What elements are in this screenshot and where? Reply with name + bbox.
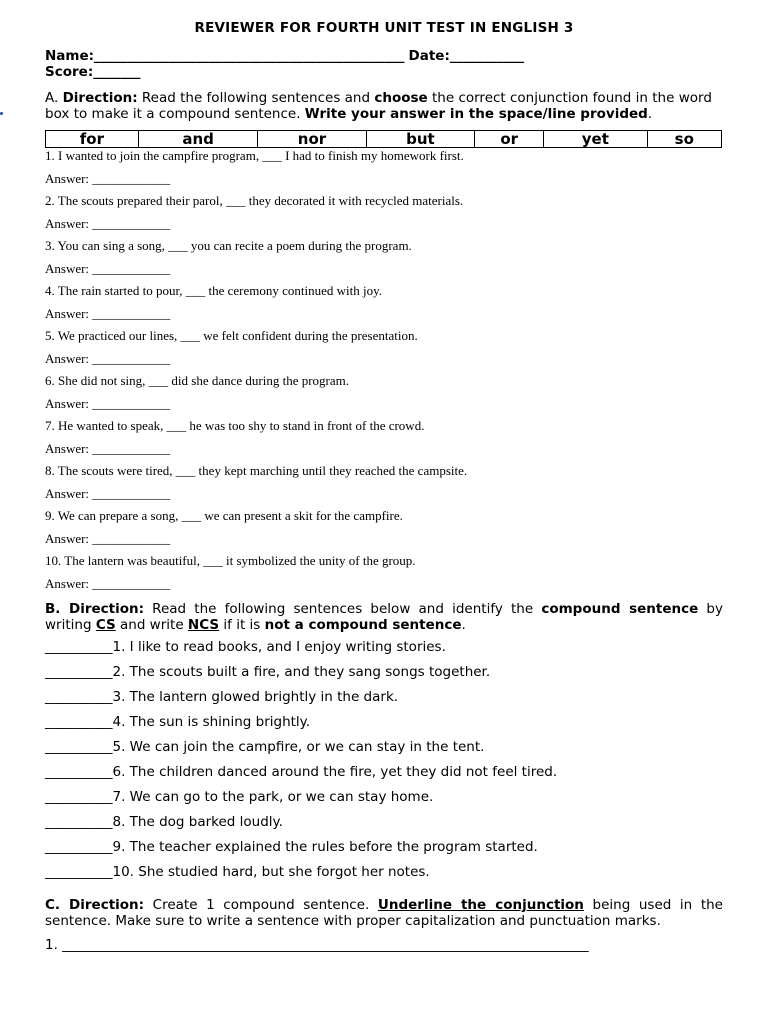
list-item bbox=[45, 863, 723, 888]
question-text: 8. The scouts were tired, ___ they kept marching until they reached the campsite. bbox=[45, 463, 468, 478]
date-blank[interactable]: ___________ bbox=[449, 48, 525, 64]
section-a-direction bbox=[45, 91, 723, 122]
answer-blank[interactable]: __________ bbox=[45, 864, 113, 880]
item-text: 8. The dog barked loudly. bbox=[112, 814, 283, 830]
answer-line[interactable]: Answer: ____________ bbox=[45, 260, 171, 276]
item-text: 3. The lantern glowed brightly in the dark. bbox=[112, 689, 399, 705]
section-c-text2: being used in the sentence. Make sure to write a sentence with proper capitalization and punctuation marks. bbox=[45, 897, 723, 929]
item-text: 5. We can join the campfire, or we can stay in the tent. bbox=[112, 739, 485, 755]
answer-blank[interactable]: __________ bbox=[45, 689, 113, 705]
section-b-period: . bbox=[461, 616, 466, 633]
answer-blank[interactable]: __________ bbox=[45, 664, 113, 680]
section-b-text1: Read the following sentences below and identify the bbox=[144, 601, 542, 617]
list-item bbox=[45, 763, 723, 788]
section-b-direction bbox=[45, 602, 723, 633]
question-text: 2. The scouts prepared their parol, ___ they decorated it with recycled materials. bbox=[45, 193, 464, 208]
section-b-not-compound: not a compound sentence bbox=[264, 616, 462, 633]
section-a-text1: Read the following sentences and bbox=[137, 90, 375, 106]
answer-line[interactable]: Answer: ____________ bbox=[45, 395, 171, 411]
answer-line[interactable]: Answer: ____________ bbox=[45, 575, 171, 591]
list-item bbox=[45, 838, 723, 863]
question-text: 4. The rain started to pour, ___ the ceremony continued with joy. bbox=[45, 283, 383, 298]
section-a-write-instruction: Write your answer in the space/line provided bbox=[304, 105, 648, 122]
item-text: 2. The scouts built a fire, and they sang songs together. bbox=[112, 664, 491, 680]
name-date-row bbox=[45, 48, 723, 64]
section-b-items bbox=[45, 638, 723, 888]
list-item bbox=[45, 788, 723, 813]
section-b-compound-sentence: compound sentence bbox=[541, 601, 699, 617]
list-item bbox=[45, 638, 723, 663]
answer-line[interactable]: Answer: ____________ bbox=[45, 485, 171, 501]
item-text: 4. The sun is shining brightly. bbox=[112, 714, 311, 730]
score-label: Score: bbox=[45, 64, 94, 80]
answer-line[interactable]: Answer: ____________ bbox=[45, 440, 171, 456]
answer-line[interactable]: Answer: ____________ bbox=[45, 350, 171, 366]
answer-blank[interactable]: __________ bbox=[45, 839, 113, 855]
answer-blank[interactable]: __________ bbox=[45, 714, 113, 730]
name-blank[interactable]: ______________________________________________ bbox=[94, 48, 405, 64]
list-item bbox=[45, 663, 723, 688]
word-box-cell: yet bbox=[544, 131, 647, 148]
word-box-cell: and bbox=[138, 131, 258, 148]
answer-blank[interactable]: __________ bbox=[45, 789, 113, 805]
section-a-letter: A. bbox=[45, 90, 59, 106]
section-a-direction-label: Direction: bbox=[62, 90, 138, 106]
question-text: 10. The lantern was beautiful, ___ it symbolized the unity of the group. bbox=[45, 553, 416, 568]
list-item bbox=[45, 813, 723, 838]
item-text: 10. She studied hard, but she forgot her notes. bbox=[112, 864, 430, 880]
score-row bbox=[45, 64, 723, 80]
question-text: 9. We can prepare a song, ___ we can present a skit for the campfire. bbox=[45, 508, 403, 523]
margin-marker bbox=[0, 112, 3, 115]
question-text: 6. She did not sing, ___ did she dance during the program. bbox=[45, 373, 350, 388]
list-item bbox=[45, 688, 723, 713]
section-b-direction-label: B. Direction: bbox=[45, 601, 145, 617]
list-item bbox=[45, 713, 723, 738]
name-label: Name: bbox=[45, 48, 95, 64]
date-label: Date: bbox=[408, 48, 450, 64]
section-a-items bbox=[45, 148, 723, 598]
item-text: 6. The children danced around the fire, yet they did not feel tired. bbox=[112, 764, 558, 780]
section-c-direction bbox=[45, 898, 723, 929]
word-box bbox=[45, 130, 722, 148]
section-c-text1: Create 1 compound sentence. bbox=[144, 897, 378, 913]
page-title: REVIEWER FOR FOURTH UNIT TEST IN ENGLISH 3 bbox=[194, 20, 574, 36]
word-box-cell: nor bbox=[258, 131, 366, 148]
score-blank[interactable]: _______ bbox=[93, 64, 141, 80]
section-b-text3: and write bbox=[115, 616, 188, 633]
answer-blank[interactable]: __________ bbox=[45, 639, 113, 655]
item-text: 9. The teacher explained the rules before the program started. bbox=[112, 839, 538, 855]
word-box-cell: so bbox=[647, 131, 721, 148]
compound-sentence-answer-line[interactable]: 1. ______________________________________________________________________________ bbox=[45, 937, 589, 953]
section-a-period: . bbox=[647, 105, 653, 122]
question-text: 3. You can sing a song, ___ you can recite a poem during the program. bbox=[45, 238, 412, 253]
answer-line[interactable]: Answer: ____________ bbox=[45, 305, 171, 321]
answer-blank[interactable]: __________ bbox=[45, 739, 113, 755]
word-box-cell: for bbox=[46, 131, 139, 148]
item-text: 1. I like to read books, and I enjoy writing stories. bbox=[112, 639, 446, 655]
section-a-choose: choose bbox=[374, 90, 428, 106]
question-text: 5. We practiced our lines, ___ we felt confident during the presentation. bbox=[45, 328, 418, 343]
word-box-cell: or bbox=[475, 131, 544, 148]
section-a-text2: the correct conjunction found in the word box to make it a compound sentence. bbox=[45, 90, 712, 122]
section-b-text4: if it is bbox=[219, 616, 265, 633]
section-c-underline-instruction: Underline the conjunction bbox=[377, 897, 584, 913]
answer-blank[interactable]: __________ bbox=[45, 764, 113, 780]
answer-line[interactable]: Answer: ____________ bbox=[45, 530, 171, 546]
item-text: 7. We can go to the park, or we can stay home. bbox=[112, 789, 434, 805]
ncs-code: NCS bbox=[187, 616, 220, 633]
list-item bbox=[45, 738, 723, 763]
cs-code: CS bbox=[95, 616, 116, 633]
section-c-direction-label: C. Direction: bbox=[45, 897, 145, 913]
word-box-cell: but bbox=[366, 131, 475, 148]
answer-line[interactable]: Answer: ____________ bbox=[45, 170, 171, 186]
question-text: 1. I wanted to join the campfire program, ___ I had to finish my homework first. bbox=[45, 148, 464, 163]
question-text: 7. He wanted to speak, ___ he was too shy to stand in front of the crowd. bbox=[45, 418, 425, 433]
answer-line[interactable]: Answer: ____________ bbox=[45, 215, 171, 231]
section-b-text2: by writing bbox=[45, 601, 723, 633]
answer-blank[interactable]: __________ bbox=[45, 814, 113, 830]
